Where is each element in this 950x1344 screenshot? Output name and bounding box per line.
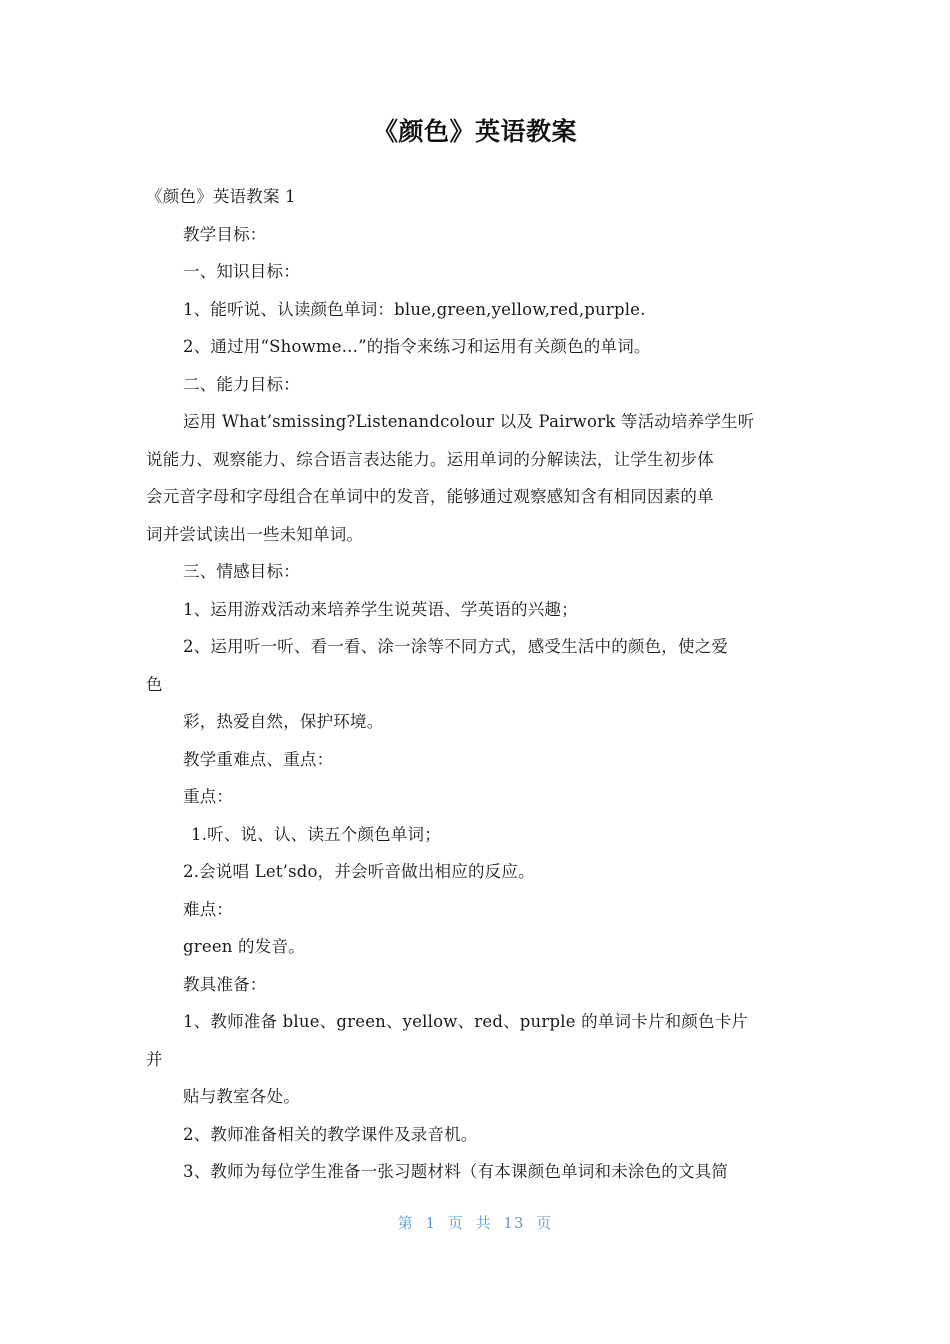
- paragraph-line: green 的发音。: [183, 937, 305, 956]
- paragraph-line: 教具准备：: [183, 974, 267, 994]
- paragraph-line: 教学重难点、重点：: [183, 749, 334, 769]
- paragraph-line: 色: [146, 674, 163, 694]
- paragraph-line: 1、能听说、认读颜色单词：blue,green,yellow,red,purple.: [183, 299, 646, 319]
- paragraph-line: 并: [146, 1049, 163, 1069]
- paragraph-line: 3、教师为每位学生准备一张习题材料（有本课颜色单词和未涂色的文具简: [183, 1162, 729, 1181]
- paragraph-line: 彩，热爱自然，保护环境。: [183, 712, 384, 731]
- paragraph-line: 说能力、观察能力、综合语言表达能力。运用单词的分解读法，让学生初步体: [146, 449, 714, 469]
- paragraph-line: 1.听、说、认、读五个颜色单词；: [191, 824, 441, 844]
- paragraph-line: 1、教师准备 blue、green、yellow、red、purple 的单词卡片和颜色卡片: [183, 1012, 749, 1031]
- paragraph-line: 2、运用听一听、看一看、涂一涂等不同方式，感受生活中的颜色，使之爱: [183, 637, 729, 656]
- paragraph-line: 2、教师准备相关的教学课件及录音机。: [183, 1124, 478, 1144]
- paragraph-line: 二、能力目标：: [183, 374, 300, 394]
- paragraph-line: 重点：: [183, 787, 234, 806]
- paragraph-line: 2.会说唱 Let’sdo，并会听音做出相应的反应。: [183, 862, 535, 881]
- paragraph-line: 1、运用游戏活动来培养学生说英语、学英语的兴趣；: [183, 599, 578, 619]
- paragraph-line: 三、情感目标：: [183, 562, 300, 581]
- paragraph-line: 教学目标：: [183, 224, 267, 244]
- document-title: 《颜色》英语教案: [372, 117, 577, 146]
- paragraph-line: 贴与教室各处。: [183, 1087, 300, 1106]
- paragraph-line: 运用 What’smissing?Listenandcolour 以及 Pairwork 等活动培养学生听: [183, 412, 755, 431]
- paragraph-line: 词并尝试读出一些未知单词。: [146, 524, 364, 544]
- paragraph-line: 一、知识目标：: [183, 262, 300, 281]
- paragraph-line: 难点：: [183, 899, 234, 919]
- paragraph-line: 会元音字母和字母组合在单词中的发音，能够通过观察感知含有相同因素的单: [146, 487, 714, 506]
- page-number-footer: 第 1 页 共 13 页: [397, 1214, 553, 1232]
- document-body: [146, 178, 808, 1191]
- section-heading: 《颜色》英语教案 1: [146, 187, 296, 206]
- paragraph-line: 2、通过用“Showme...”的指令来练习和运用有关颜色的单词。: [183, 337, 651, 356]
